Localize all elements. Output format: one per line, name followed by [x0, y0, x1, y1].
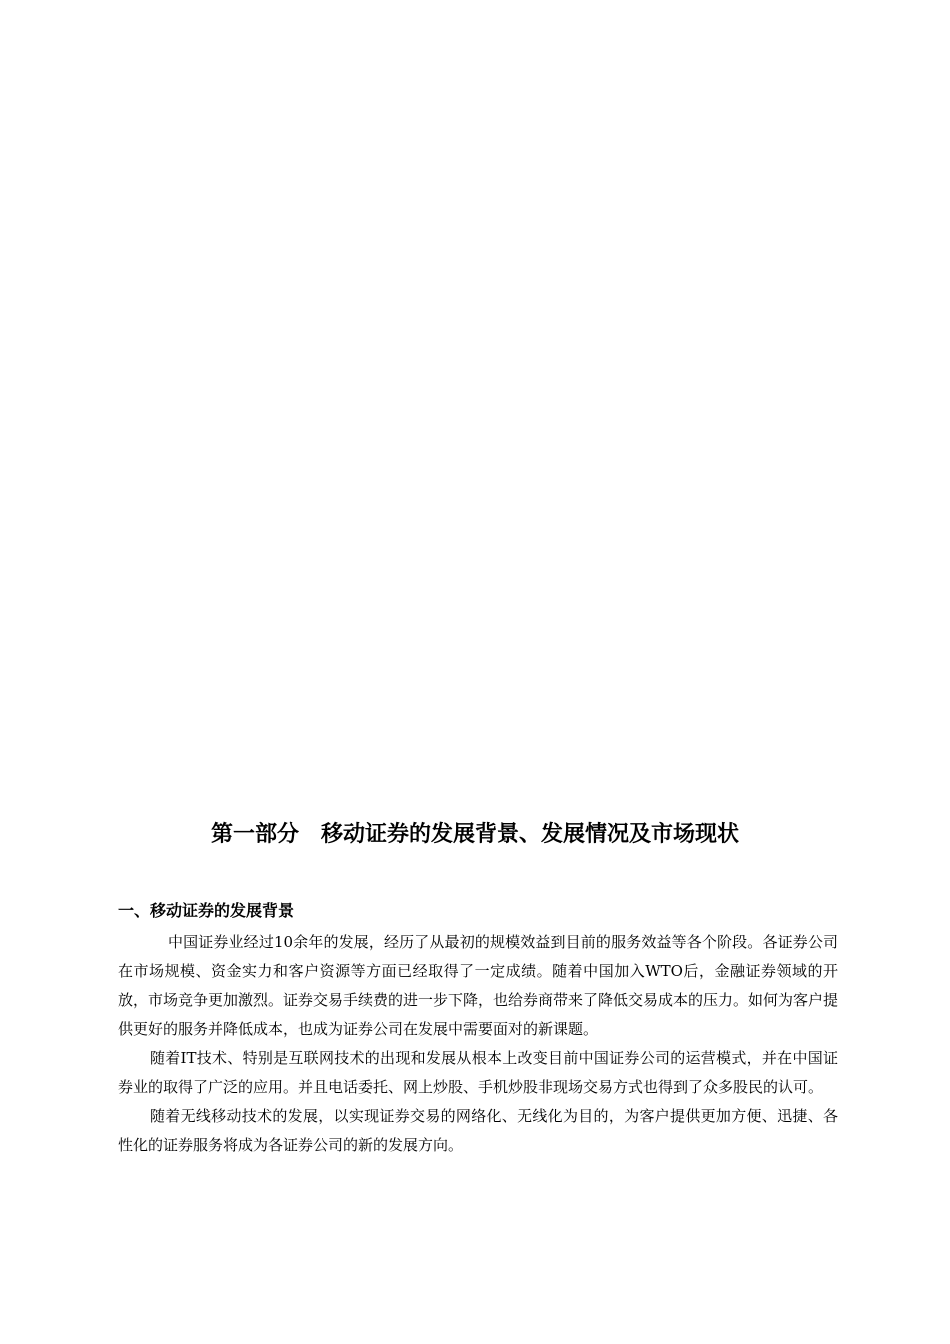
part-title: 第一部分 移动证券的发展背景、发展情况及市场现状: [210, 822, 739, 847]
paragraph: 随着无线移动技术的发展，以实现证券交易的网络化、无线化为目的，为客户提供更加方便、迅捷、各性化的证券服务将成为各证券公司的新的发展方向。: [118, 1107, 838, 1154]
paragraph: 随着IT技术、特别是互联网技术的出现和发展从根本上改变目前中国证券公司的运营模式，并在中国证券业的取得了广泛的应用。并且电话委托、网上炒股、手机炒股非现场交易方式也得到了众多股民的认可。: [118, 1049, 838, 1096]
section-heading: 一、移动证券的发展背景: [118, 901, 295, 920]
paragraph: 中国证券业经过10余年的发展，经历了从最初的规模效益到目前的服务效益等各个阶段。各证券公司在市场规模、资金实力和客户资源等方面已经取得了一定成绩。随着中国加入WTO后，金融证券领域的开放，市场竞争更加激烈。证券交易手续费的进一步下降，也给券商带来了降低交易成本的压力。如何为客户提供更好的服务并降低成本，也成为证券公司在发展中需要面对的新课题。: [118, 933, 839, 1038]
section-background: [118, 898, 838, 1160]
